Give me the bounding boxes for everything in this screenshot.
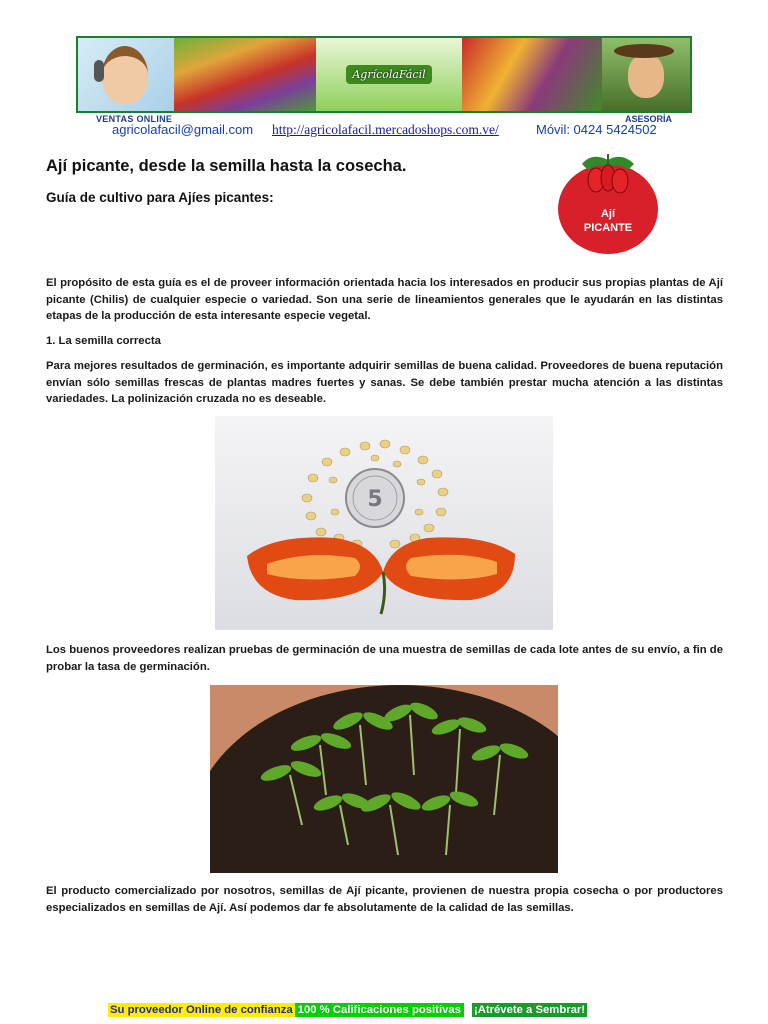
intro-paragraph: El propósito de esta guía es el de proveer información orientada hacia los interesados en producir sus propias plantas de Ají picante (Chilis) de cualquier especie o variedad. Son una serie de lineamientos generales que le ayudarán en las distintas etapas de la producción de esta interesante especie vegetal. xyxy=(46,277,723,322)
seeds-pepper-photo xyxy=(215,416,553,630)
agent-face xyxy=(102,46,148,104)
fruits-photo xyxy=(462,38,602,111)
aji-picante-badge xyxy=(558,164,658,254)
hat-icon xyxy=(614,44,674,58)
advisor-photo xyxy=(602,38,690,111)
footer-trusted-provider: Su proveedor Online de confianza xyxy=(110,1004,293,1016)
contact-email[interactable]: agricolafacil@gmail.com xyxy=(112,122,254,137)
contact-phone: Móvil: 0424 5424502 xyxy=(536,122,657,137)
chili-pepper-icon xyxy=(572,150,644,200)
badge-line-2: PICANTE xyxy=(583,222,633,234)
section-heading: 1. La semilla correcta xyxy=(46,335,161,347)
brand-logo xyxy=(316,38,462,111)
headset-icon xyxy=(94,60,104,82)
sales-agent-photo xyxy=(78,38,174,111)
brand-logo-text: AgrícolaFácil xyxy=(346,65,431,84)
footer-cta: ¡Atrévete a Sembrar! xyxy=(473,1004,586,1016)
vegetables-photo xyxy=(174,38,316,111)
testing-paragraph: Los buenos proveedores realizan pruebas de germinación de una muestra de semillas de cada lote antes de su envío, a fin de probar la tasa de germinación. xyxy=(46,644,723,673)
page-title: Ají picante, desde la semilla hasta la cosecha. xyxy=(46,157,407,175)
online-sales-label: VENTAS ONLINE xyxy=(96,114,173,124)
advisory-label: ASESORÍA xyxy=(625,114,673,124)
header-banner xyxy=(76,36,692,113)
seeds-illustration xyxy=(215,416,553,630)
footer-ratings: 100 % Calificaciones positivas xyxy=(295,1003,464,1017)
seedlings-illustration xyxy=(210,685,558,873)
footer-spacer xyxy=(464,1003,472,1017)
product-paragraph: El producto comercializado por nosotros, semillas de Ají picante, provienen de nuestra propia cosecha o por productores especializados en semillas de Ají. Así podemos dar fe absolutamente de la calidad de las semillas. xyxy=(46,885,723,914)
coin-value: 5 xyxy=(367,487,383,512)
page-subtitle: Guía de cultivo para Ajíes picantes: xyxy=(46,190,274,205)
advisor-face xyxy=(628,54,664,98)
store-link[interactable]: http://agricolafacil.mercadoshops.com.ve/ xyxy=(272,122,499,137)
seedlings-photo xyxy=(210,685,558,873)
footer-slogan xyxy=(108,1003,587,1017)
seed-paragraph: Para mejores resultados de germinación, es importante adquirir semillas de buena calidad. Proveedores de buena reputación envían sólo semillas frescas de plantas madres fuertes y sanas. Se debe también prestar mucha atención a las distintas variedades. La polinización cruzada no es deseable. xyxy=(46,360,723,405)
badge-line-1: Ají xyxy=(600,208,616,220)
